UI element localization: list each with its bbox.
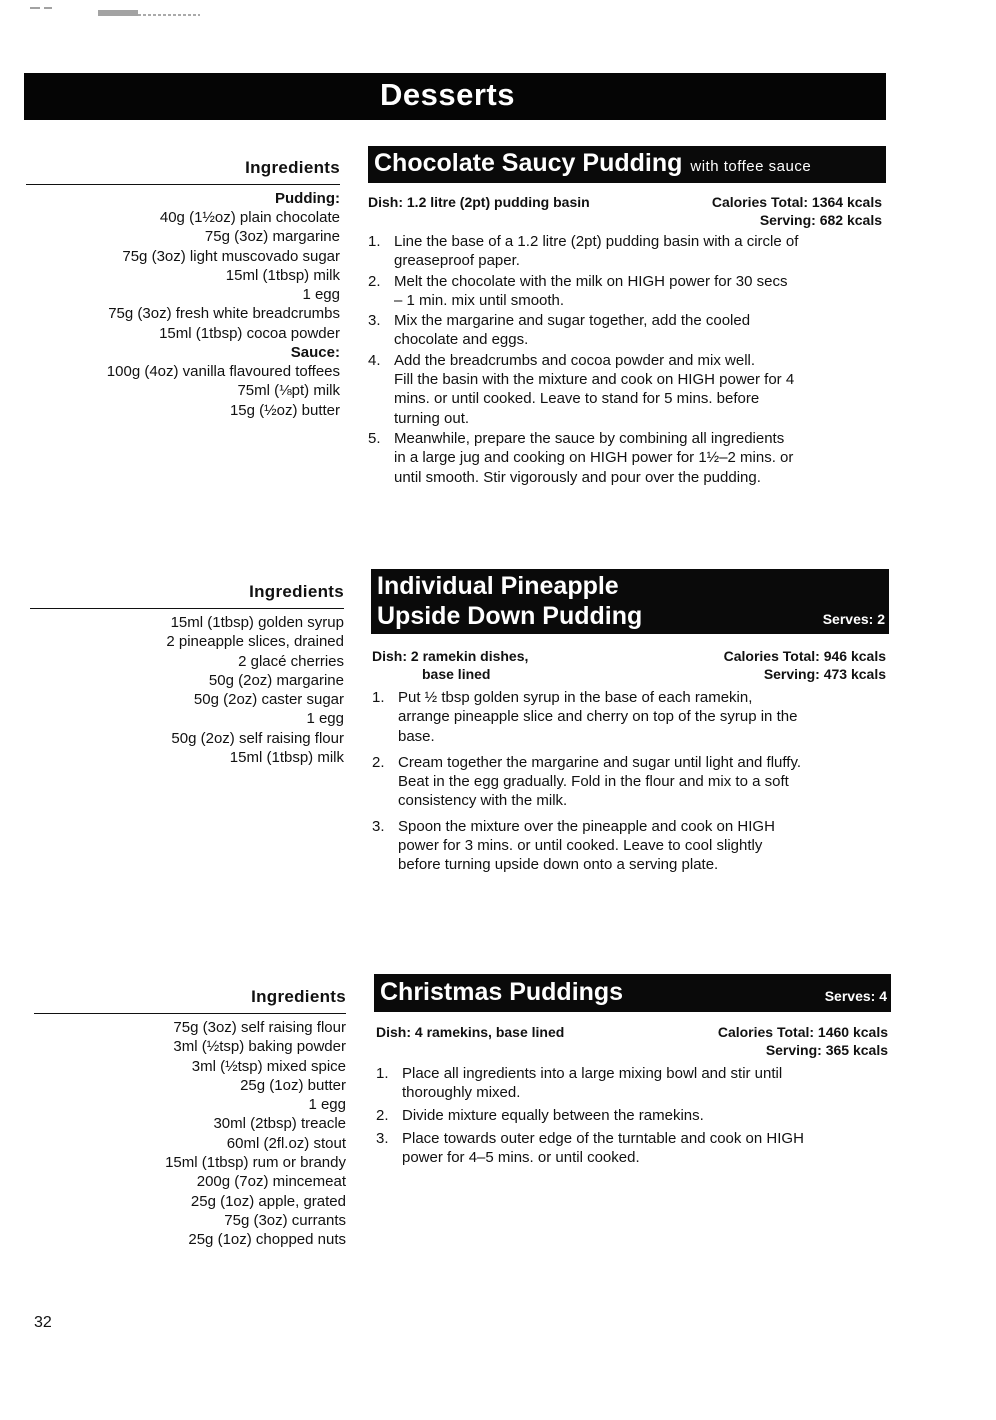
ingredients-divider [34, 1013, 346, 1014]
step-text: Beat in the egg gradually. Fold in the flour and mix to a soft [398, 773, 789, 791]
step-text: Cream together the margarine and sugar until light and fluffy. [398, 753, 802, 771]
serves-badge: Serves: 4 [824, 988, 887, 1004]
ingredient-item: 60ml (2fl.oz) stout [226, 1134, 346, 1152]
ingredient-group-label: Pudding: [275, 190, 340, 207]
ingredient-item: 15ml (1tbsp) cocoa powder [159, 324, 340, 342]
recipe-title-line: Upside Down Pudding [377, 602, 643, 630]
step-text: until smooth. Stir vigorously and pour over the pudding. [394, 468, 761, 486]
ingredient-item: 50g (2oz) caster sugar [193, 691, 344, 709]
recipe-title-bar-christmas [374, 974, 891, 1012]
step-number: 2. [368, 272, 381, 290]
section-banner [24, 73, 886, 120]
ingredient-group-label: Sauce: [290, 344, 340, 362]
ingredient-item: 50g (2oz) margarine [208, 671, 344, 689]
method-step [368, 429, 888, 487]
serving-kcals: Serving: 473 kcals [763, 666, 886, 682]
recipe-title: Christmas Puddings [380, 978, 624, 1006]
step-text: Meanwhile, prepare the sauce by combining all ingredients [394, 429, 785, 447]
serving-kcals: Serving: 682 kcals [759, 212, 882, 228]
method-steps-christmas [376, 1064, 896, 1167]
recipe-title-bar-pineapple [371, 569, 889, 634]
dish-line: Dish: 1.2 litre (2pt) pudding basin [368, 194, 590, 210]
calories-total: Calories Total: 1364 kcals [711, 194, 882, 210]
ingredient-item: 30ml (2tbsp) treacle [213, 1115, 346, 1133]
step-number: 3. [372, 817, 385, 835]
step-text: mins. or until cooked. Leave to stand for 5 mins. before [394, 390, 760, 408]
step-text: Fill the basin with the mixture and cook on HIGH power for 4 [394, 371, 795, 389]
dish-info-christmas [376, 1023, 888, 1061]
ingredient-item: 100g (4oz) vanilla flavoured toffees [106, 363, 340, 381]
step-number: 1. [372, 689, 385, 706]
step-number: 1. [368, 233, 381, 250]
section-title: Desserts [380, 77, 515, 112]
ingredient-item: 1 egg [306, 710, 344, 728]
method-step [368, 272, 888, 311]
ingredients-heading: Ingredients [249, 582, 344, 601]
ingredient-item: 25g (1oz) chopped nuts [188, 1231, 346, 1249]
step-number: 3. [376, 1129, 389, 1147]
serving-kcals: Serving: 365 kcals [765, 1042, 888, 1058]
method-step [368, 311, 888, 350]
step-text: power for 4–5 mins. or until cooked. [402, 1149, 640, 1167]
method-step [368, 232, 888, 271]
step-text: Place all ingredients into a large mixing bowl and stir until [402, 1065, 783, 1082]
step-text: turning out. [394, 409, 470, 427]
step-text: thoroughly mixed. [402, 1084, 521, 1102]
ingredient-item: 15ml (1tbsp) golden syrup [170, 614, 344, 631]
scan-artifact [28, 4, 203, 18]
method-step [376, 1064, 896, 1103]
ingredients-heading: Ingredients [251, 987, 346, 1006]
step-number: 4. [368, 351, 381, 369]
calories-total: Calories Total: 1460 kcals [717, 1024, 888, 1040]
method-step [372, 817, 896, 875]
step-text: before turning upside down onto a serving plate. [398, 856, 719, 874]
ingredients-panel-christmas [34, 987, 346, 1250]
serves-badge: Serves: 2 [822, 611, 885, 627]
dish-line: Dish: 2 ramekin dishes, [372, 648, 529, 664]
recipe-title-text: Chocolate Saucy Pudding [374, 149, 683, 177]
recipe-title-line: Individual Pineapple [377, 572, 619, 600]
step-text: in a large jug and cooking on HIGH power for 1½–2 mins. or [394, 449, 794, 467]
method-step [372, 753, 896, 811]
calories-total: Calories Total: 946 kcals [723, 648, 886, 664]
method-steps-pineapple [372, 688, 896, 875]
step-number: 2. [376, 1106, 389, 1124]
dish-info-chocolate [368, 193, 884, 231]
ingredient-item: 75g (3oz) margarine [204, 228, 340, 246]
ingredients-panel-chocolate [26, 158, 340, 420]
step-text: Divide mixture equally between the ramekins. [402, 1106, 704, 1124]
step-text: Add the breadcrumbs and cocoa powder and mix well. [394, 351, 756, 369]
dish-line: Dish: 4 ramekins, base lined [376, 1024, 565, 1040]
step-text: Place towards outer edge of the turntable and cook on HIGH [402, 1129, 804, 1147]
ingredient-item: 75g (3oz) light muscovado sugar [122, 247, 340, 265]
step-text: chocolate and eggs. [394, 331, 529, 349]
ingredients-panel-pineapple [30, 582, 344, 767]
step-text: power for 3 mins. or until cooked. Leave to cool slightly [398, 837, 763, 855]
ingredient-item: 15ml (1tbsp) milk [225, 266, 340, 284]
ingredient-item: 200g (7oz) mincemeat [196, 1173, 346, 1191]
ingredient-item: 1 egg [302, 286, 340, 304]
ingredient-item: 3ml (½tsp) baking powder [173, 1038, 346, 1056]
ingredient-item: 75ml (⅛pt) milk [237, 382, 340, 400]
ingredient-item: 75g (3oz) fresh white breadcrumbs [108, 305, 340, 323]
dish-info-pineapple [372, 647, 886, 685]
method-step [368, 351, 888, 428]
step-text: Line the base of a 1.2 litre (2pt) pudding basin with a circle of [394, 233, 799, 250]
ingredient-item: 15ml (1tbsp) milk [229, 749, 344, 767]
step-number: 5. [368, 429, 381, 447]
method-step [376, 1129, 896, 1168]
step-text: arrange pineapple slice and cherry on top of the syrup in the [398, 708, 798, 726]
dish-line: base lined [422, 666, 491, 682]
step-text: Mix the margarine and sugar together, add the cooled [394, 312, 751, 330]
ingredient-item: 1 egg [308, 1096, 346, 1114]
ingredient-item: 25g (1oz) apple, grated [190, 1192, 346, 1210]
ingredients-heading: Ingredients [245, 158, 340, 177]
ingredient-item: 50g (2oz) self raising flour [171, 729, 344, 747]
method-step [376, 1106, 896, 1125]
ingredient-item: 75g (3oz) currants [224, 1211, 346, 1229]
page-number: 32 [34, 1314, 52, 1331]
step-number: 3. [368, 312, 381, 330]
ingredient-item: 15ml (1tbsp) rum or brandy [165, 1154, 346, 1172]
recipe-title-bar-chocolate [368, 146, 886, 183]
ingredient-item: 75g (3oz) self raising flour [173, 1019, 346, 1036]
ingredient-item: 15g (½oz) butter [229, 401, 340, 419]
ingredient-item: 25g (1oz) butter [240, 1076, 346, 1094]
step-text: base. [398, 727, 435, 745]
step-text: Spoon the mixture over the pineapple and cook on HIGH [398, 817, 775, 835]
ingredient-item: 2 glacé cherries [238, 652, 344, 670]
method-steps-chocolate [368, 232, 888, 487]
step-number: 1. [376, 1065, 389, 1082]
step-text: Melt the chocolate with the milk on HIGH power for 30 secs [394, 272, 788, 290]
recipe-subtitle: with toffee sauce [690, 158, 812, 175]
ingredients-divider [26, 184, 340, 185]
ingredient-item: 2 pineapple slices, drained [166, 633, 344, 651]
step-text: – 1 min. mix until smooth. [394, 291, 565, 309]
step-text: Put ½ tbsp golden syrup in the base of each ramekin, [398, 689, 753, 706]
ingredient-item: 3ml (½tsp) mixed spice [191, 1057, 346, 1075]
ingredients-divider [30, 608, 344, 609]
step-text: consistency with the milk. [398, 792, 568, 810]
ingredient-item: 40g (1½oz) plain chocolate [159, 209, 340, 226]
step-text: greaseproof paper. [394, 252, 520, 270]
step-number: 2. [372, 753, 385, 771]
recipe-title [374, 149, 811, 178]
method-step [372, 688, 896, 746]
